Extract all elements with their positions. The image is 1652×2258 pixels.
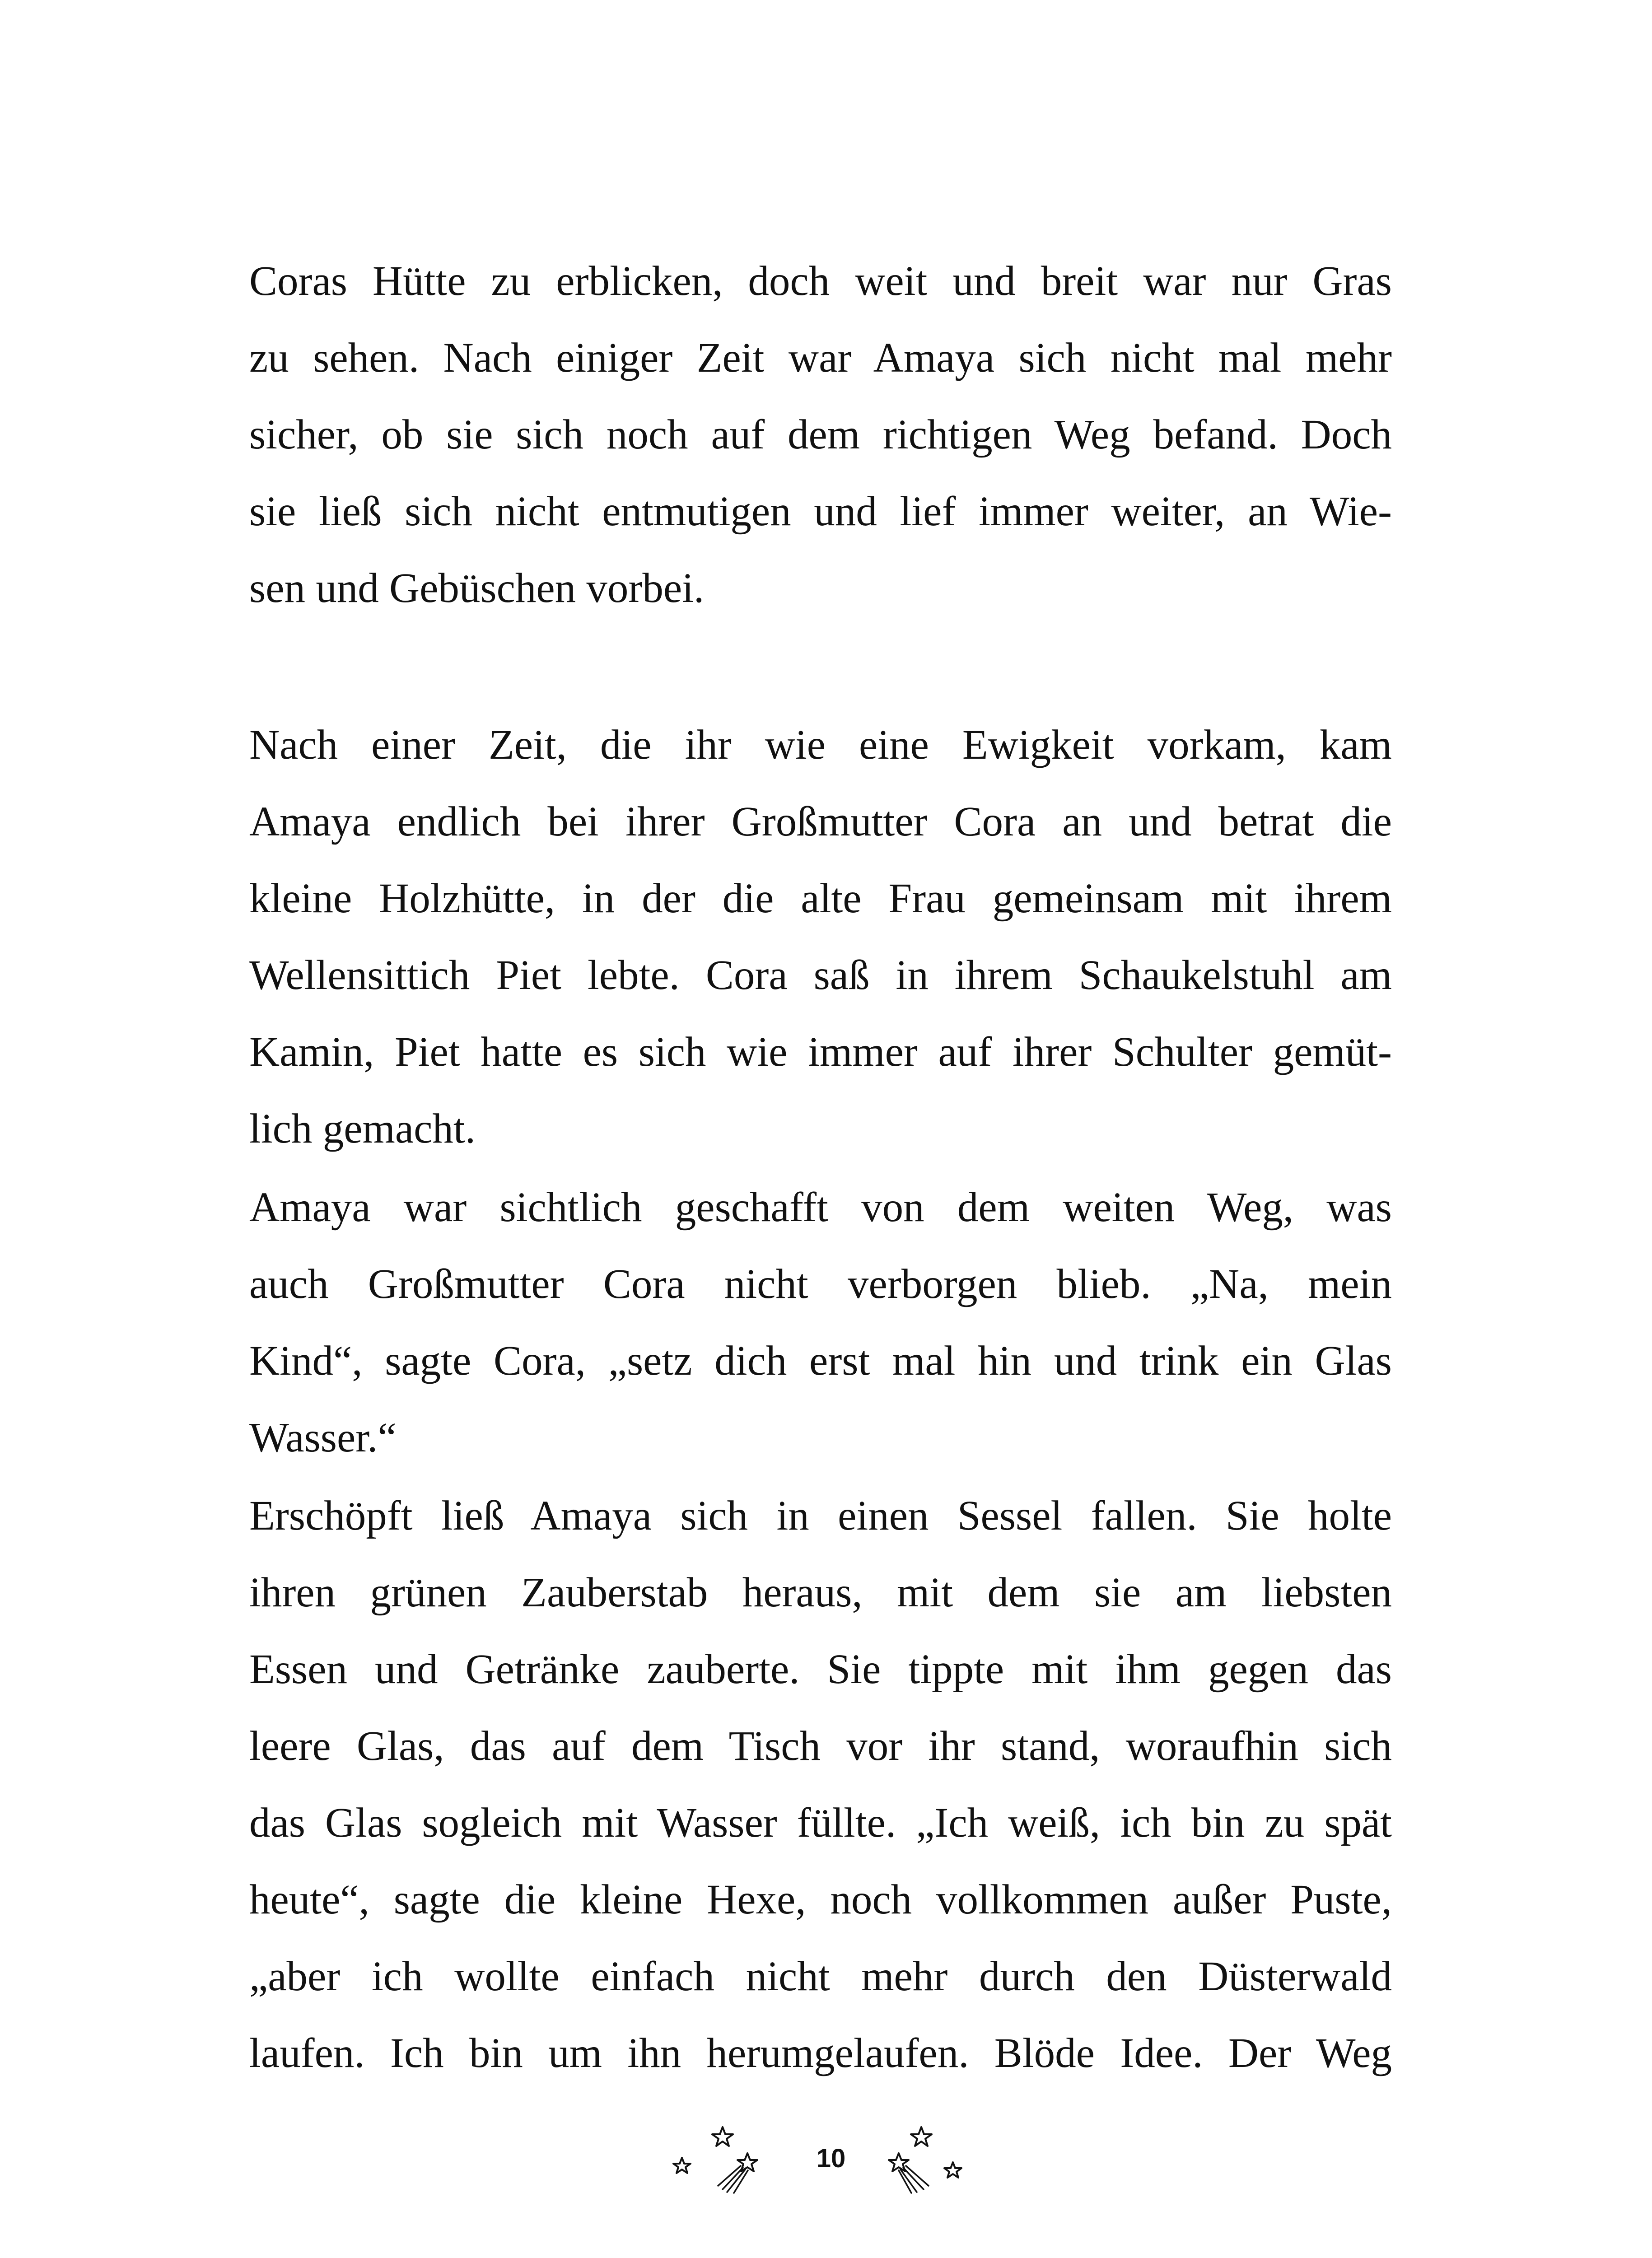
paragraph-2 <box>249 707 1392 1167</box>
text-line: sicher, ob sie sich noch auf dem richtigen Weg befand. Doch <box>249 411 1392 458</box>
page-number: 10 <box>816 2144 846 2173</box>
text-line: Kamin, Piet hatte es sich wie immer auf ihrer Schulter gemüt- <box>249 1029 1392 1075</box>
paragraph-4 <box>249 1478 1392 2092</box>
text-line: Coras Hütte zu erblicken, doch weit und breit war nur Gras <box>249 258 1392 304</box>
text-line: laufen. Ich bin um ihn herumgelaufen. Blöde Idee. Der Weg <box>249 2030 1392 2076</box>
text-line: auch Großmutter Cora nicht verborgen blieb. „Na, mein <box>249 1261 1392 1307</box>
text-line: ihren grünen Zauberstab heraus, mit dem sie am liebsten <box>249 1569 1392 1616</box>
page-footer <box>0 2123 1652 2195</box>
shooting-stars-icon <box>872 2123 1025 2195</box>
paragraph-1 <box>249 243 1392 627</box>
text-line: heute“, sagte die kleine Hexe, noch vollkommen außer Puste, <box>249 1876 1392 1923</box>
text-line: Kind“, sagte Cora, „setz dich erst mal hin und trink ein Glas <box>249 1338 1392 1384</box>
text-line: Nach einer Zeit, die ihr wie eine Ewigkeit vorkam, kam <box>249 722 1392 768</box>
text-line: lich gemacht. <box>249 1106 476 1152</box>
text-line: Wellensittich Piet lebte. Cora saß in ihrem Schaukelstuhl am <box>249 952 1392 998</box>
text-line: kleine Holzhütte, in der die alte Frau gemeinsam mit ihrem <box>249 875 1392 922</box>
text-line: „aber ich wollte einfach nicht mehr durch den Düsterwald <box>249 1953 1392 2000</box>
text-line: zu sehen. Nach einiger Zeit war Amaya sich nicht mal mehr <box>249 335 1392 381</box>
paragraph-3 <box>249 1169 1392 1476</box>
text-line: leere Glas, das auf dem Tisch vor ihr stand, woraufhin sich <box>249 1723 1392 1769</box>
text-line: Essen und Getränke zauberte. Sie tippte mit ihm gegen das <box>249 1646 1392 1693</box>
text-line: Amaya war sichtlich geschafft von dem weiten Weg, was <box>249 1184 1392 1231</box>
text-line: sen und Gebüschen vorbei. <box>249 565 705 611</box>
text-line: Amaya endlich bei ihrer Großmutter Cora an und betrat die <box>249 798 1392 845</box>
text-line: Wasser.“ <box>249 1414 397 1461</box>
text-line: Erschöpft ließ Amaya sich in einen Sessel fallen. Sie holte <box>249 1493 1392 1539</box>
text-line: das Glas sogleich mit Wasser füllte. „Ich weiß, ich bin zu spät <box>249 1800 1392 1846</box>
shooting-stars-icon <box>668 2123 822 2195</box>
text-line: sie ließ sich nicht entmutigen und lief immer weiter, an Wie- <box>249 488 1392 535</box>
